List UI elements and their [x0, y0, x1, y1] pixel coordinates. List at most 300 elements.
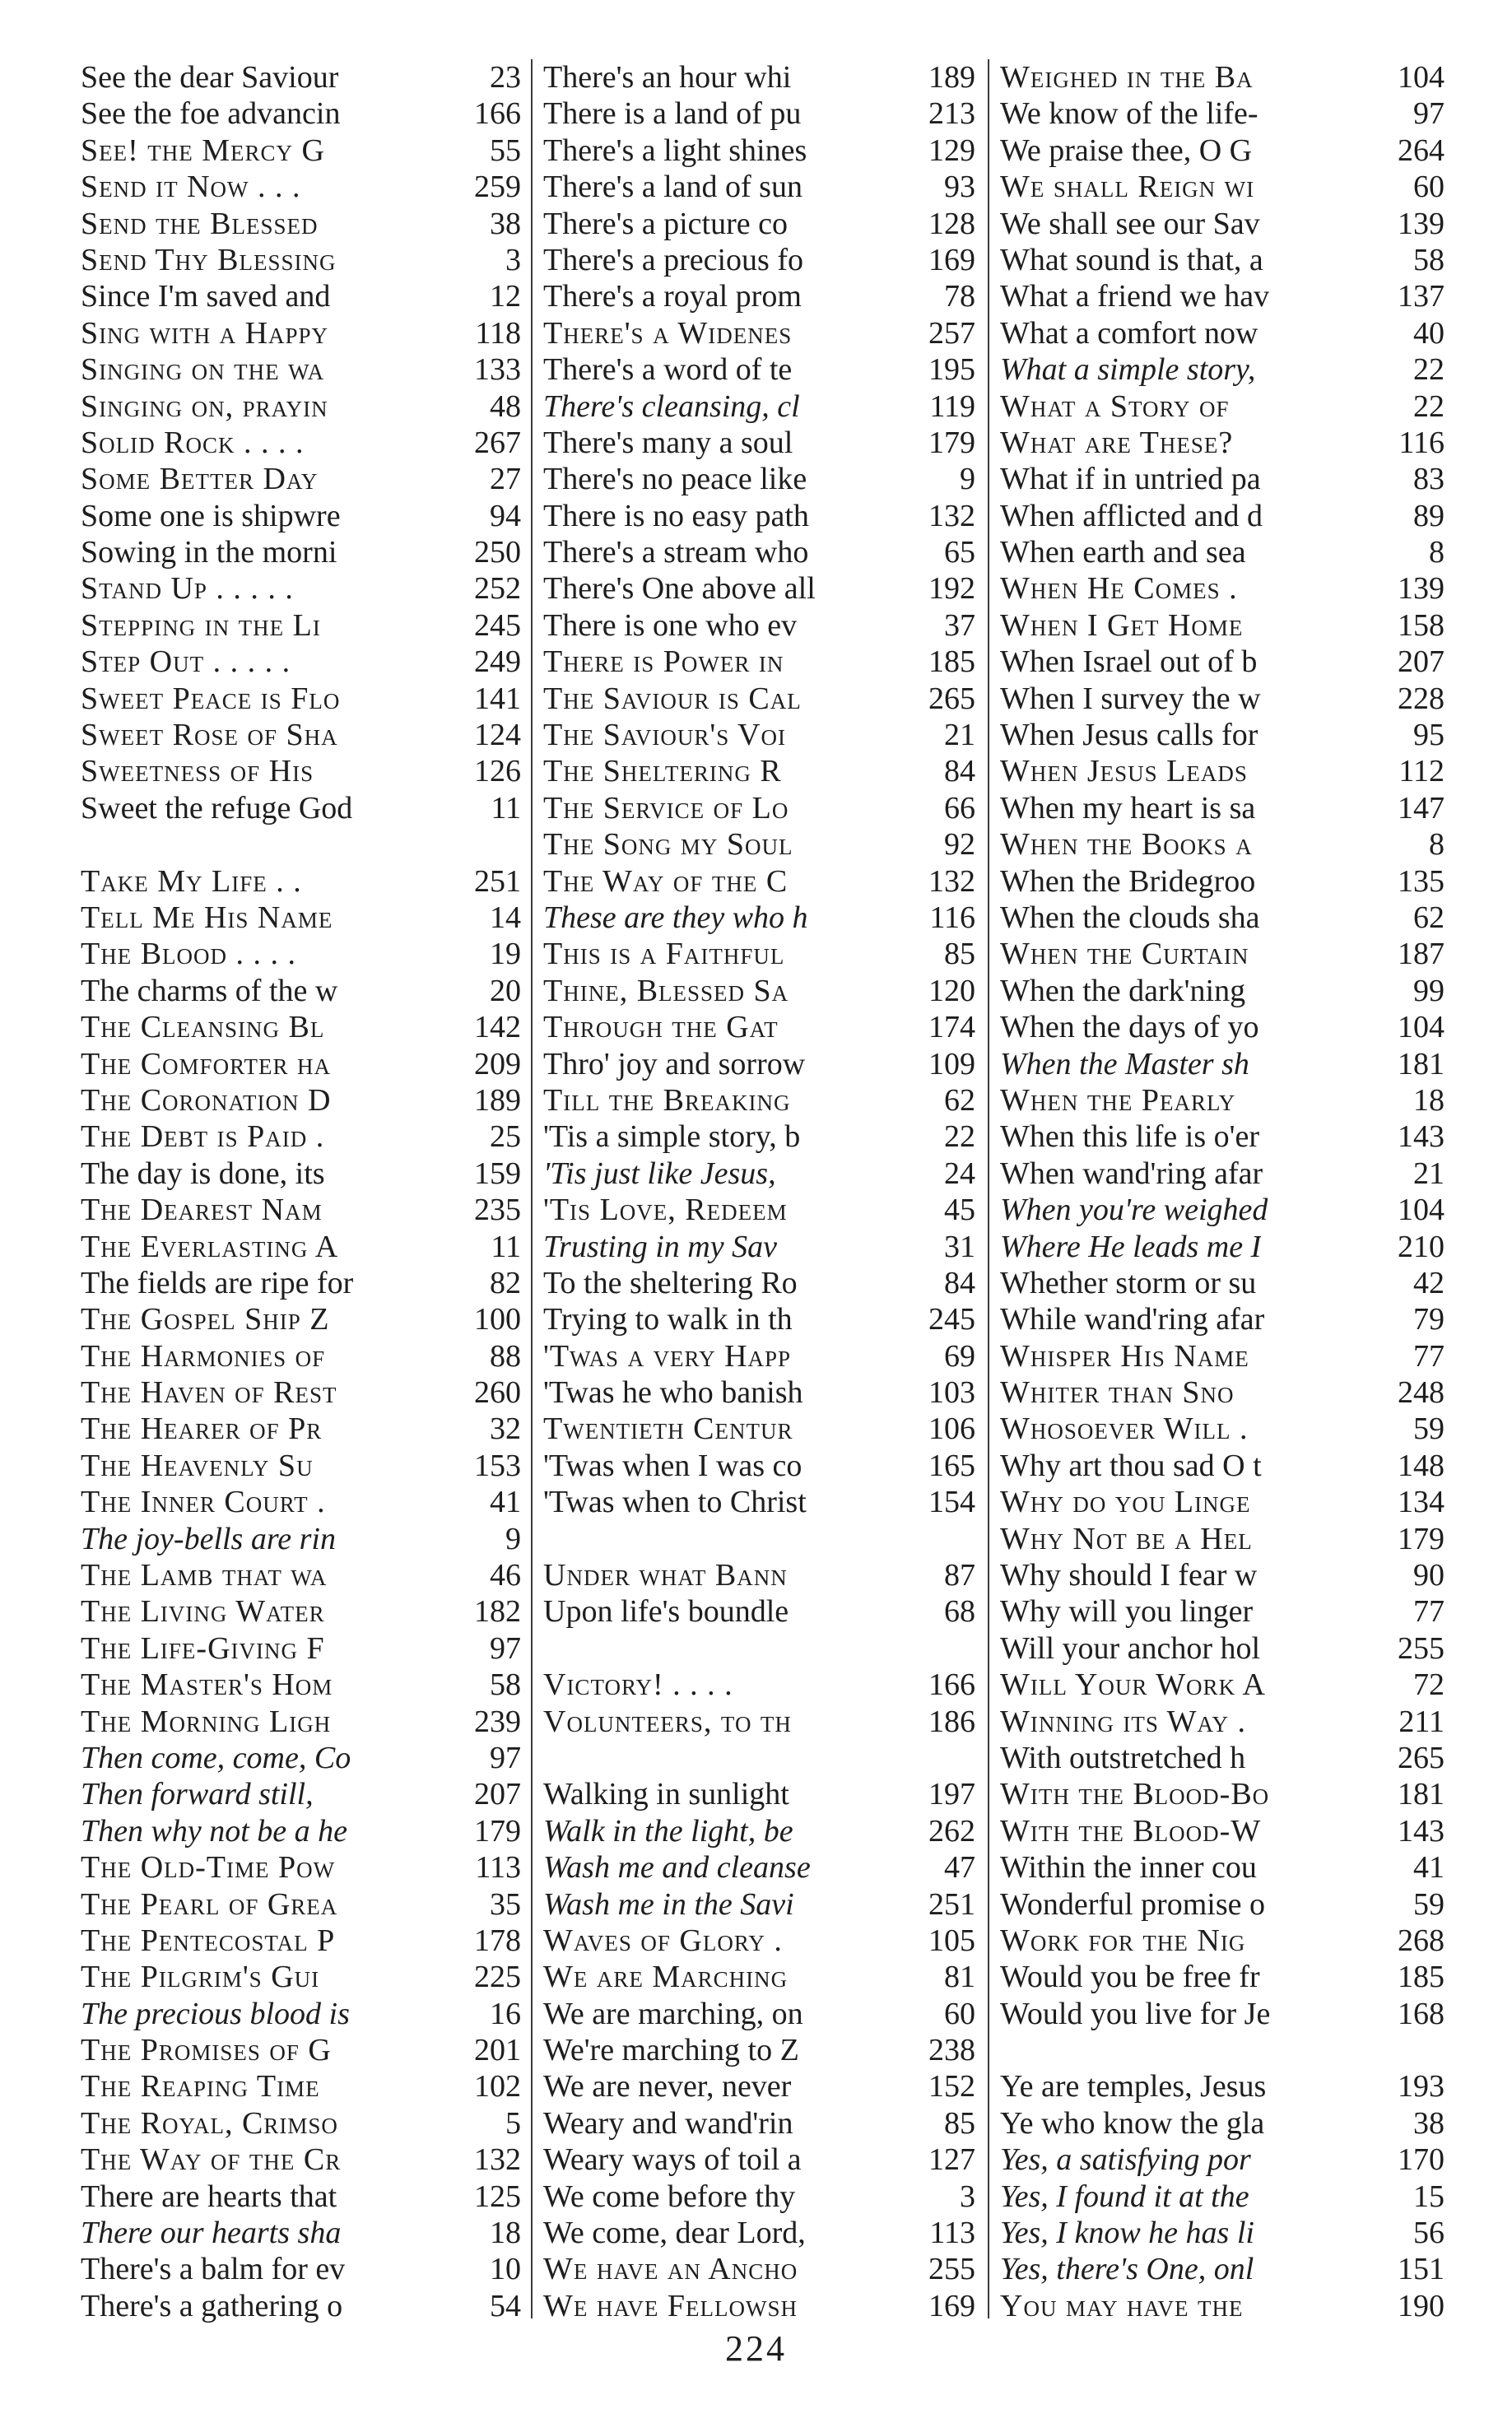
hymn-number: 249 — [474, 644, 521, 680]
hymn-title: Why do you Linge — [1000, 1485, 1251, 1520]
hymn-title: We are marching, on — [543, 1996, 803, 2031]
hymn-title: The Hearer of Pr — [81, 1411, 323, 1447]
hymn-title: We know of the life- — [1000, 96, 1258, 132]
hymn-title: The Way of the C — [543, 863, 789, 899]
hymn-number: 21 — [1413, 1156, 1445, 1191]
index-entry — [81, 681, 521, 717]
index-entry — [81, 1374, 521, 1411]
section-gap — [1000, 2032, 1445, 2068]
hymn-number: 209 — [474, 1046, 521, 1081]
index-entry — [543, 570, 975, 607]
hymn-title: See the foe advancin — [81, 96, 341, 132]
index-entry — [81, 570, 521, 607]
hymn-title: Some Better Day — [81, 462, 319, 497]
index-entry — [543, 1338, 975, 1374]
hymn-title: The Promises of G — [81, 2033, 332, 2068]
index-entry — [1000, 2251, 1445, 2287]
hymn-number: 235 — [474, 1193, 521, 1228]
hymn-number: 129 — [928, 133, 975, 168]
index-entry — [1000, 1484, 1445, 1520]
hymn-title: There's a word of te — [543, 352, 793, 388]
hymn-number: 105 — [928, 1923, 975, 1958]
section-gap — [543, 1521, 975, 1557]
hymn-title: There is Power in — [543, 644, 784, 680]
hymn-title: Sing with a Happy — [81, 315, 329, 351]
hymn-title: 'Tis Love, Redeem — [543, 1193, 788, 1228]
hymn-number: 81 — [944, 1960, 975, 1995]
hymn-title: Take My Life . . — [81, 863, 302, 899]
hymn-title: What are These? — [1000, 425, 1234, 460]
index-entry — [543, 206, 975, 242]
hymn-number: 264 — [1398, 133, 1445, 168]
hymn-number: 10 — [490, 2252, 521, 2287]
index-entry — [1000, 1374, 1445, 1411]
index-entry — [543, 1265, 975, 1301]
index-entry — [1000, 388, 1445, 425]
index-entry — [1000, 1630, 1445, 1667]
hymn-number: 14 — [490, 900, 521, 935]
hymn-number: 37 — [944, 607, 975, 643]
hymn-number: 84 — [944, 1265, 975, 1300]
hymn-title: The Life-Giving F — [81, 1630, 325, 1666]
hymn-title: The precious blood is — [81, 1996, 350, 2031]
hymn-number: 152 — [928, 2069, 975, 2104]
index-entry — [1000, 1667, 1445, 1703]
hymn-title: We shall Reign wi — [1000, 170, 1255, 205]
hymn-number: 153 — [474, 1448, 521, 1483]
index-entry — [543, 863, 975, 900]
hymn-number: 85 — [944, 937, 975, 972]
hymn-title: The Haven of Rest — [81, 1375, 337, 1411]
index-entry — [81, 1776, 521, 1812]
hymn-title: There is no easy path — [543, 498, 809, 533]
hymn-number: 60 — [1413, 170, 1445, 205]
index-entry — [81, 2179, 521, 2215]
index-entry — [1000, 2288, 1445, 2324]
hymn-title: The fields are ripe for — [81, 1265, 354, 1300]
index-entry — [1000, 1813, 1445, 1849]
hymn-number: 35 — [490, 1886, 521, 1922]
hymn-title: Waves of Glory . — [543, 1923, 783, 1958]
hymn-number: 106 — [928, 1411, 975, 1447]
hymn-number: 119 — [929, 388, 975, 424]
hymn-title: Weary ways of toil a — [543, 2142, 802, 2178]
hymn-title: There is a land of pu — [543, 96, 802, 132]
hymn-title: Weighed in the Ba — [1000, 60, 1254, 95]
hymn-title: When He Comes . — [1000, 571, 1238, 607]
hymn-number: 257 — [928, 315, 975, 351]
hymn-number: 22 — [1413, 352, 1445, 388]
index-entry — [1000, 790, 1445, 826]
index-entry — [543, 1118, 975, 1155]
index-entry — [543, 644, 975, 680]
index-entry — [81, 1484, 521, 1520]
hymn-title: Wash me in the Savi — [543, 1886, 794, 1922]
index-entry — [543, 1776, 975, 1812]
index-entry — [81, 1959, 521, 1995]
index-entry — [543, 1886, 975, 1923]
hymn-number: 104 — [1398, 1193, 1445, 1228]
index-entry — [81, 534, 521, 570]
hymn-title: There are hearts that — [81, 2179, 337, 2214]
hymn-title: We come, dear Lord, — [543, 2216, 806, 2251]
hymn-number: 154 — [928, 1485, 975, 1520]
index-entry — [543, 2105, 975, 2142]
hymn-title: Thro' joy and sorrow — [543, 1046, 806, 1081]
index-entry — [81, 1082, 521, 1118]
hymn-number: 40 — [1413, 315, 1445, 351]
index-entry — [81, 1338, 521, 1374]
index-entry — [81, 498, 521, 534]
hymn-number: 78 — [944, 279, 975, 314]
hymn-title: There's many a soul — [543, 425, 793, 460]
index-column-2 — [543, 59, 975, 2324]
hymn-title: Would you live for Je — [1000, 1996, 1271, 2031]
hymn-number: 42 — [1413, 1265, 1445, 1300]
index-entry — [81, 59, 521, 95]
hymn-number: 268 — [1398, 1923, 1445, 1958]
index-entry — [543, 2179, 975, 2215]
hymn-title: The Service of Lo — [543, 790, 789, 825]
hymn-title: When earth and sea — [1000, 535, 1246, 570]
index-entry — [543, 461, 975, 497]
hymn-title: There's a royal prom — [543, 279, 802, 314]
index-entry — [543, 351, 975, 388]
hymn-title: When wand'ring afar — [1000, 1156, 1263, 1191]
index-entry — [543, 1411, 975, 1447]
hymn-title: Under what Bann — [543, 1558, 788, 1593]
hymn-number: 59 — [1413, 1411, 1445, 1447]
hymn-title: 'Twas a very Happ — [543, 1338, 792, 1374]
index-entry — [543, 1923, 975, 1959]
index-entry — [1000, 1849, 1445, 1886]
index-entry — [81, 936, 521, 972]
index-entry — [81, 351, 521, 388]
hymn-number: 102 — [474, 2069, 521, 2104]
hymn-title: With the Blood-W — [1000, 1813, 1262, 1849]
hymn-title: The Way of the Cr — [81, 2142, 342, 2178]
index-entry — [81, 2142, 521, 2178]
hymn-number: 201 — [474, 2033, 521, 2068]
hymn-number: 185 — [1398, 1960, 1445, 1995]
hymn-number: 148 — [1398, 1448, 1445, 1483]
index-entry — [543, 1959, 975, 1995]
hymn-title: Where He leads me I — [1000, 1229, 1262, 1264]
index-entry — [81, 1740, 521, 1776]
hymn-number: 69 — [944, 1338, 975, 1374]
index-entry — [81, 1704, 521, 1740]
index-entry — [81, 1813, 521, 1849]
hymn-title: We are Marching — [543, 1960, 789, 1995]
index-entry — [543, 681, 975, 717]
hymn-number: 85 — [944, 2105, 975, 2141]
hymn-title: There is one who ev — [543, 607, 798, 643]
hymn-number: 169 — [928, 2288, 975, 2323]
hymn-number: 187 — [1398, 937, 1445, 972]
hymn-title: The Debt is Paid . — [81, 1119, 325, 1155]
hymn-title: The Song my Soul — [543, 827, 793, 863]
hymn-title: There's a Widenes — [543, 315, 793, 351]
section-gap — [543, 1740, 975, 1776]
index-entry — [1000, 425, 1445, 461]
hymn-number: 159 — [474, 1156, 521, 1191]
hymn-title: When I survey the w — [1000, 681, 1261, 716]
hymn-title: The Comforter ha — [81, 1046, 331, 1081]
hymn-number: 267 — [474, 425, 521, 460]
hymn-title: Victory! . . . . — [543, 1667, 733, 1703]
index-entry — [1000, 1301, 1445, 1337]
page-number: 224 — [725, 2328, 787, 2369]
hymn-number: 245 — [928, 1302, 975, 1337]
hymn-number: 9 — [960, 462, 975, 497]
index-entry — [81, 206, 521, 242]
hymn-number: 262 — [928, 1813, 975, 1849]
hymn-title: Tell Me His Name — [81, 900, 333, 935]
hymn-number: 95 — [1413, 718, 1445, 753]
index-entry — [81, 425, 521, 461]
index-entry — [81, 242, 521, 278]
index-entry — [81, 133, 521, 169]
hymn-number: 181 — [1398, 1777, 1445, 1812]
index-entry — [543, 936, 975, 972]
hymn-number: 104 — [1398, 1010, 1445, 1045]
index-entry — [1000, 863, 1445, 900]
index-entry — [1000, 2068, 1445, 2104]
hymn-title: When this life is o'er — [1000, 1119, 1259, 1155]
column-divider — [531, 59, 533, 2318]
index-entry — [81, 644, 521, 680]
hymn-number: 87 — [944, 1558, 975, 1593]
hymn-number: 207 — [1398, 644, 1445, 680]
hymn-title: Till the Breaking — [543, 1082, 791, 1118]
hymn-title: You may have the — [1000, 2288, 1244, 2323]
hymn-number: 8 — [1429, 827, 1445, 863]
hymn-number: 45 — [944, 1193, 975, 1228]
hymn-number: 190 — [1398, 2288, 1445, 2323]
hymn-title: Some one is shipwre — [81, 498, 341, 533]
hymn-number: 109 — [928, 1046, 975, 1081]
hymn-title: When the dark'ning — [1000, 973, 1246, 1008]
hymn-number: 174 — [928, 1010, 975, 1045]
index-entry — [81, 1229, 521, 1265]
hymn-number: 141 — [474, 681, 521, 716]
hymn-title: Then come, come, Co — [81, 1740, 351, 1775]
index-column-3 — [1000, 59, 1445, 2324]
hymn-title: Whether storm or su — [1000, 1265, 1257, 1300]
index-entry — [81, 2032, 521, 2068]
hymn-title: Walk in the light, be — [543, 1813, 793, 1849]
index-entry — [1000, 1776, 1445, 1812]
hymn-number: 142 — [474, 1010, 521, 1045]
hymn-number: 228 — [1398, 681, 1445, 716]
hymn-title: Sweet Rose of Sha — [81, 718, 338, 753]
index-entry — [543, 973, 975, 1009]
hymn-title: Sowing in the morni — [81, 535, 337, 570]
hymn-title: What a simple story, — [1000, 352, 1256, 388]
hymn-number: 58 — [1413, 242, 1445, 277]
hymn-title: Wonderful promise o — [1000, 1886, 1265, 1922]
hymn-number: 8 — [1429, 535, 1445, 570]
index-entry — [1000, 1265, 1445, 1301]
hymn-number: 31 — [944, 1229, 975, 1264]
hymn-title: Then forward still, — [81, 1777, 314, 1812]
hymn-title: Sweet Peace is Flo — [81, 681, 341, 716]
hymn-title: The Lamb that wa — [81, 1558, 328, 1593]
column-divider — [988, 59, 989, 2318]
hymn-number: 97 — [490, 1630, 521, 1666]
index-entry — [543, 753, 975, 789]
hymn-number: 259 — [474, 170, 521, 205]
hymn-title: There's a stream who — [543, 535, 809, 570]
hymn-number: 77 — [1413, 1338, 1445, 1374]
hymn-title: With the Blood-Bo — [1000, 1777, 1270, 1812]
index-entry — [543, 1374, 975, 1411]
hymn-title: What sound is that, a — [1000, 242, 1263, 277]
index-entry — [81, 2251, 521, 2287]
hymn-number: 166 — [474, 96, 521, 132]
hymn-number: 169 — [928, 242, 975, 277]
hymn-title: Why will you linger — [1000, 1594, 1254, 1630]
hymn-title: When Israel out of b — [1000, 644, 1258, 680]
hymn-title: Whisper His Name — [1000, 1338, 1249, 1374]
hymn-title: We're marching to Z — [543, 2033, 799, 2068]
hymn-number: 238 — [928, 2033, 975, 2068]
hymn-number: 79 — [1413, 1302, 1445, 1337]
index-entry — [543, 278, 975, 314]
hymn-number: 11 — [491, 1229, 521, 1264]
hymn-title: These are they who h — [543, 900, 808, 935]
index-entry — [1000, 206, 1445, 242]
index-entry — [543, 2142, 975, 2178]
hymn-number: 20 — [490, 973, 521, 1008]
hymn-number: 158 — [1398, 607, 1445, 643]
hymn-number: 143 — [1398, 1813, 1445, 1849]
hymn-title: Yes, I know he has li — [1000, 2216, 1254, 2251]
hymn-title: Work for the Nig — [1000, 1923, 1246, 1958]
index-entry — [1000, 1156, 1445, 1192]
hymn-number: 3 — [960, 2179, 975, 2214]
hymn-number: 58 — [490, 1667, 521, 1703]
index-entry — [1000, 498, 1445, 534]
hymn-title: We have Fellowsh — [543, 2288, 798, 2323]
index-entry — [1000, 753, 1445, 789]
index-entry — [543, 1156, 975, 1192]
hymn-title: Upon life's boundle — [543, 1594, 789, 1630]
hymn-title: The Reaping Time — [81, 2069, 320, 2104]
hymn-number: 89 — [1413, 498, 1445, 533]
hymn-title: What if in untried pa — [1000, 462, 1261, 497]
hymn-title: We come before thy — [543, 2179, 796, 2214]
hymn-title: There's a light shines — [543, 133, 807, 168]
hymn-title: See! the Mercy G — [81, 133, 325, 168]
index-entry — [81, 973, 521, 1009]
index-entry — [1000, 1959, 1445, 1995]
hymn-title: Singing on the wa — [81, 352, 325, 388]
hymn-number: 139 — [1398, 571, 1445, 607]
index-entry — [1000, 461, 1445, 497]
index-entry — [81, 2215, 521, 2251]
hymn-number: 118 — [475, 315, 521, 351]
hymn-title: When the days of yo — [1000, 1010, 1259, 1045]
index-entry — [81, 753, 521, 789]
index-entry — [543, 133, 975, 169]
hymn-title: The charms of the w — [81, 973, 338, 1008]
index-entry — [543, 1667, 975, 1703]
hymn-number: 38 — [1413, 2105, 1445, 2141]
hymn-number: 182 — [474, 1594, 521, 1630]
hymn-number: 252 — [474, 571, 521, 607]
hymn-number: 55 — [490, 133, 521, 168]
hymn-number: 46 — [490, 1558, 521, 1593]
index-entry — [1000, 570, 1445, 607]
index-entry — [81, 863, 521, 900]
hymn-number: 132 — [928, 863, 975, 899]
hymn-number: 104 — [1398, 60, 1445, 95]
index-entry — [543, 1229, 975, 1265]
hymn-number: 260 — [474, 1375, 521, 1411]
index-entry — [1000, 1923, 1445, 1959]
index-entry — [81, 1301, 521, 1337]
hymn-title: When my heart is sa — [1000, 790, 1256, 825]
hymn-number: 166 — [928, 1667, 975, 1703]
index-entry — [81, 1156, 521, 1192]
index-entry — [543, 315, 975, 351]
hymn-number: 116 — [929, 900, 975, 935]
hymn-number: 84 — [944, 754, 975, 789]
hymn-title: The Cleansing Bl — [81, 1010, 325, 1045]
index-entry — [81, 1192, 521, 1228]
hymn-title: There's a land of sun — [543, 170, 803, 205]
hymn-title: The Living Water — [81, 1594, 325, 1630]
hymn-number: 185 — [928, 644, 975, 680]
hymn-number: 120 — [928, 973, 975, 1008]
hymn-title: Yes, a satisfying por — [1000, 2142, 1251, 2178]
hymn-title: There's One above all — [543, 571, 816, 607]
hymn-title: When I Get Home — [1000, 607, 1244, 643]
hymn-title: Sweet the refuge God — [81, 790, 353, 825]
hymn-title: What a Story of — [1000, 388, 1230, 424]
hymn-title: When the Master sh — [1000, 1046, 1249, 1081]
hymn-number: 3 — [505, 242, 521, 277]
hymn-title: Why art thou sad O t — [1000, 1448, 1262, 1483]
hymn-number: 62 — [1413, 900, 1445, 935]
hymn-title: Will Your Work A — [1000, 1667, 1266, 1703]
hymn-number: 5 — [505, 2105, 521, 2141]
hymn-number: 207 — [474, 1777, 521, 1812]
hymn-title: Singing on, prayin — [81, 388, 328, 424]
hymn-number: 255 — [928, 2252, 975, 2287]
index-entry — [543, 2215, 975, 2251]
hymn-number: 137 — [1398, 279, 1445, 314]
hymn-number: 170 — [1398, 2142, 1445, 2178]
hymn-title: The Pearl of Grea — [81, 1886, 338, 1922]
index-entry — [543, 1557, 975, 1593]
hymn-title: Yes, there's One, onl — [1000, 2252, 1254, 2287]
index-entry — [1000, 1082, 1445, 1118]
hymn-title: Wash me and cleanse — [543, 1850, 811, 1886]
hymn-number: 132 — [928, 498, 975, 533]
index-entry — [543, 2032, 975, 2068]
index-entry — [81, 2068, 521, 2104]
index-entry — [543, 242, 975, 278]
hymn-title: We shall see our Sav — [1000, 206, 1260, 241]
hymn-number: 134 — [1398, 1485, 1445, 1520]
hymn-title: We have an Ancho — [543, 2252, 798, 2287]
hymn-number: 147 — [1398, 790, 1445, 825]
index-entry — [543, 1813, 975, 1849]
hymn-title: Stand Up . . . . . — [81, 571, 294, 607]
hymn-title: Trying to walk in th — [543, 1302, 793, 1337]
